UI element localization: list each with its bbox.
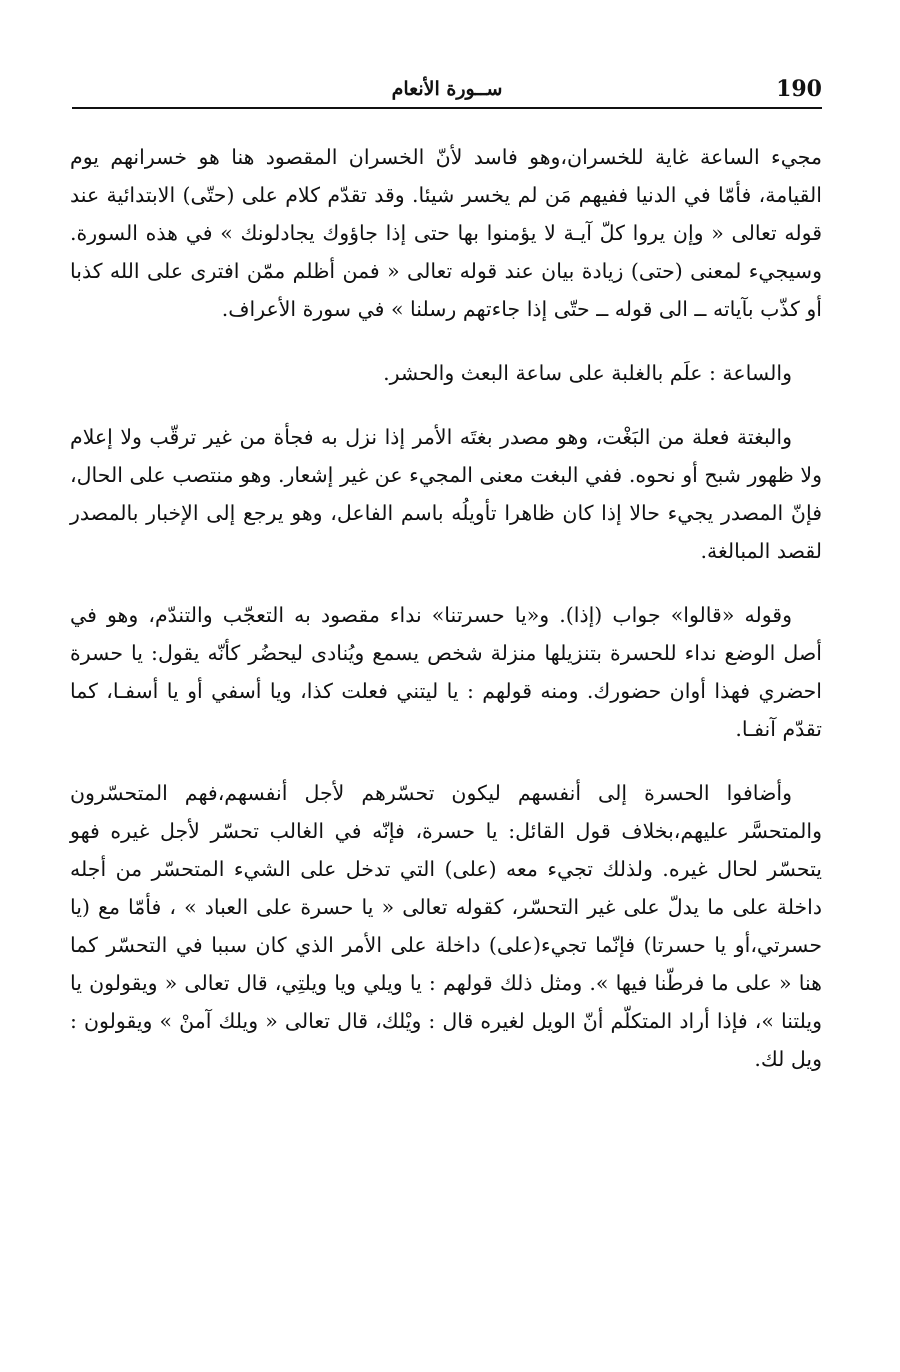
paragraph-2: والساعة : علَم بالغلبة على ساعة البعث والحشر.: [383, 361, 792, 385]
paragraph-3: والبغتة فعلة من البَغْت، وهو مصدر بغتَه الأمر إذا نزل به فجأة من غير ترقّب ولا إعلام ولا ظهور شبح أو نحوه. ففي البغت معنى المجيء عن غير إشعار. وهو منتصب على الحال، فإنّ المصدر يجيء حالا إذا كان ظاهرا تأويلُه باسم الفاعل، وهو يرجع إلى الإخبار بالمصدر لقصد المبالغة.: [70, 425, 822, 563]
page-number: 190: [776, 76, 822, 102]
page-header: [72, 76, 822, 106]
running-title: ســورة الأنعام: [391, 78, 503, 100]
page-body: [70, 138, 822, 1078]
paragraph-1: مجيء الساعة غاية للخسران،وهو فاسد لأنّ الخسران المقصود هنا هو خسرانهم يوم القيامة، فأمّا في الدنيا ففيهم مَن لم يخسر شيئا. وقد تقدّم كلام على (حتّى) الابتدائية عند قوله تعالى « وإن يروا كلّ آيـة لا يؤمنوا بها حتى إذا جاؤوك يجادلونك » في هذه السورة. وسيجيء لمعنى (حتى) زيادة بيان عند قوله تعالى « فمن أظلم ممّن افترى على الله كذبا أو كذّب بآياته ــ الى قوله ــ حتّى إذا جاءتهم رسلنا » في سورة الأعراف.: [70, 145, 822, 321]
header-rule: [72, 107, 822, 109]
paragraph-5: وأضافوا الحسرة إلى أنفسهم ليكون تحسّرهم لأجل أنفسهم،فهم المتحسّرون والمتحسَّر عليهم،بخلاف قول القائل: يا حسرة، فإنّه في الغالب تحسّر لأجل غيره فهو يتحسّر لحال غيره. ولذلك تجيء معه (على) التي تدخل على الشيء المتحسّر من أجله داخلة على ما يدلّ على غير التحسّر، كقوله تعالى « يا حسرة على العباد » ، فأمّا مع (يا حسرتي،أو يا حسرتا) فإنّما تجيء(على) داخلة على الأمر الذي كان سببا في التحسّر كما هنا « على ما فرطّنا فيها ». ومثل ذلك قولهم : يا ويلي ويا ويلتِي، قال تعالى « ويقولون يا ويلتنا »، فإذا أراد المتكلّم أنّ الويل لغيره قال : ويْلك، قال تعالى « ويلك آمنْ » ويقولون : ويل لك.: [70, 781, 822, 1071]
paragraph-4: وقوله «قالوا» جواب (إذا). و«يا حسرتنا» نداء مقصود به التعجّب والتندّم، وهو في أصل الوضع نداء للحسرة بتنزيلها منزلة شخص يسمع ويُنادى ليحضُر كأنّه يقول: يا حسرة احضري فهذا أوان حضورك. ومنه قولهم : يا ليتني فعلت كذا، ويا أسفي أو يا أسفـا، كما تقدّم آنفـا.: [70, 603, 822, 741]
